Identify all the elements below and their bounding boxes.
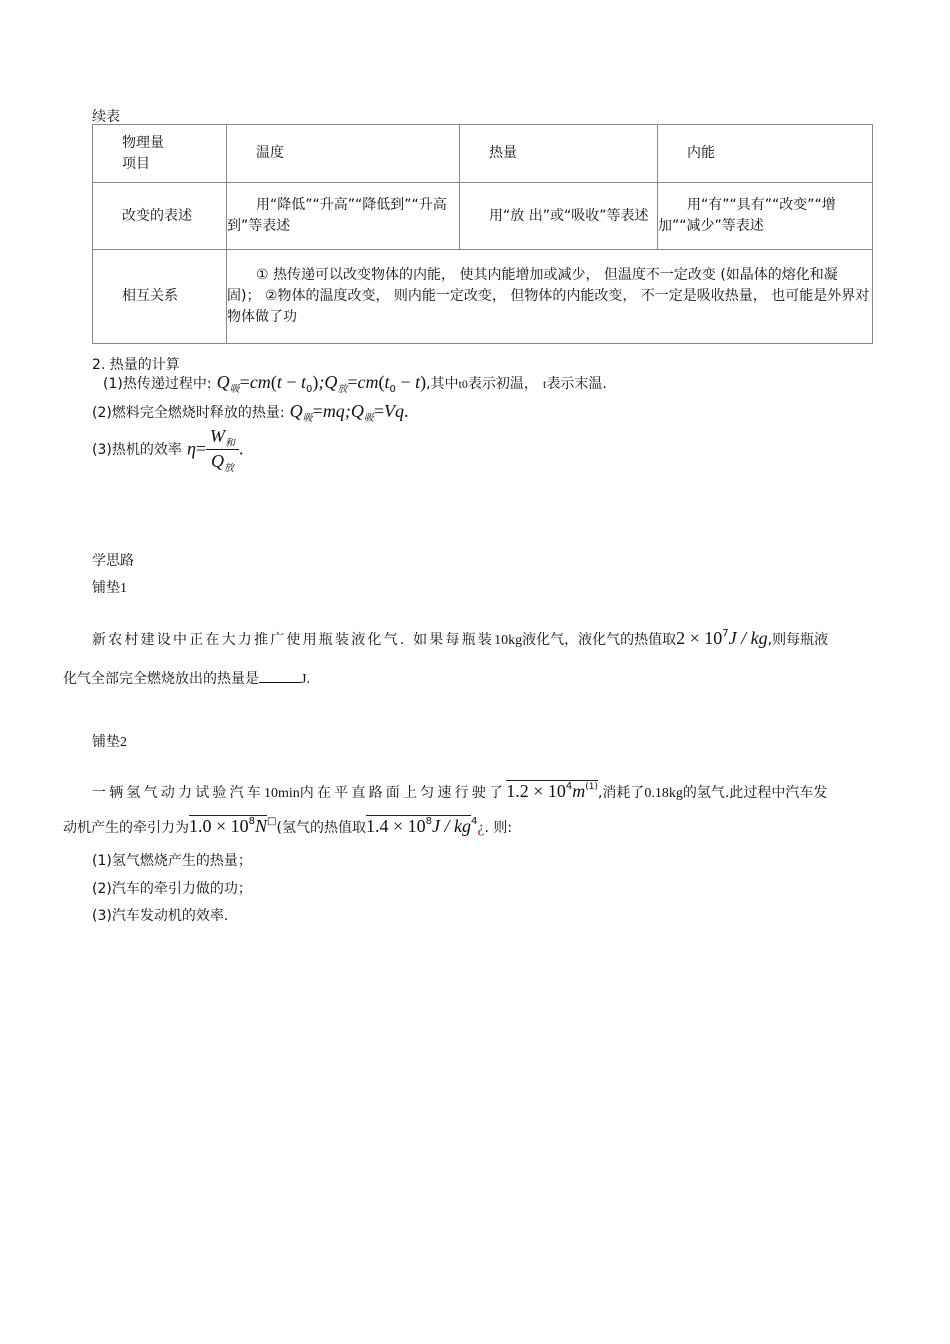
problem-2-line-2: 动机产生的牵引力为$1.0 \times 10^8N^□$(氢气的热值取$1.4 \times 10^8J$ / $kg^4¿$. 则: (63, 816, 513, 836)
heat-value: $1.4 \times 10^8J$ / kg (365, 816, 471, 836)
cell-temp-change: 用“降低”“升高”“降低到”“升高到”等表述 (227, 183, 460, 250)
header-cell-item (93, 125, 227, 183)
comparison-table (92, 124, 873, 344)
efficiency-fraction: $\frac{W_和}{Q_放}$ (206, 426, 239, 472)
cell-heat-change: 用“放 出”或“吸收”等表述 (460, 183, 658, 250)
row-label-change: 改变的表述 (93, 183, 227, 250)
cell-relation-text: ① 热传递可以改变物体的内能， 使其内能增加或减少， 但温度不一定改变 (如晶体的熔化和凝固)； ②物体的温度改变， 则内能一定改变， 但物体的内能改变， 不一定是吸收热量， 也可能是外界对物体做了功 (227, 250, 873, 344)
force-value: $1.0 \times 10^8N$ (189, 816, 268, 836)
formula-line-3: (3)热机的效率 η= $\frac{W_和}{Q_放}$ . (92, 426, 244, 474)
row-label-relation: 相互关系 (93, 250, 227, 344)
question-1: (1)氢气燃烧产生的热量； (92, 853, 252, 869)
problem-1-line-2: 化气全部完全燃烧放出的热量是 J. (63, 668, 310, 688)
problem-2-title: 铺垫2 (92, 734, 127, 750)
answer-blank[interactable] (259, 668, 301, 683)
table-caption: 续表 (92, 109, 120, 125)
cell-energy-change: 用“有”“具有”“改变”“增加”“减少”等表述 (658, 183, 873, 250)
header-item: 项目 (122, 155, 150, 172)
problem-2-line-1: 一辆氢气动力试验汽车10min内在平直路面上匀速行驶了$1.2 \times 10^4m^{(1)}$,消耗了0.18kg的氢气.此过程中汽车发 (92, 781, 828, 801)
section-title: 2. 热量的计算 (92, 357, 180, 373)
distance-value: $1.2 \times 10^4m^{(1)}$ (506, 781, 598, 801)
header-physical-quantity: 物理量 (122, 134, 164, 151)
question-2: (2)汽车的牵引力做的功； (92, 881, 252, 897)
header-internal-energy: 内能 (658, 125, 873, 183)
problem-1-title: 铺垫1 (92, 580, 127, 596)
study-heading: 学思路 (92, 553, 134, 569)
header-temperature: 温度 (227, 125, 460, 183)
problem-1-line-1: 新农村建设中正在大力推广使用瓶装液化气. 如果每瓶装10kg液化气，液化气的热值取$2 \times 10^7J$ / kg,则每瓶液 (92, 628, 829, 648)
header-heat: 热量 (460, 125, 658, 183)
table-row-relation (93, 250, 873, 344)
question-3: (3)汽车发动机的效率. (92, 908, 229, 924)
table-header-row (93, 125, 873, 183)
table-row-change (93, 183, 873, 250)
formula-line-1: (1)热传递过程中: $Q_吸=cm(t$ − $t_0);Q_放=cm(t_0 - t)$,其中t0表示初温， t表示末温. (103, 372, 607, 395)
formula-line-2: (2)燃料完全燃烧时释放的热量: $Q_吸=mq;Q_吸=Vq$. (92, 401, 409, 424)
